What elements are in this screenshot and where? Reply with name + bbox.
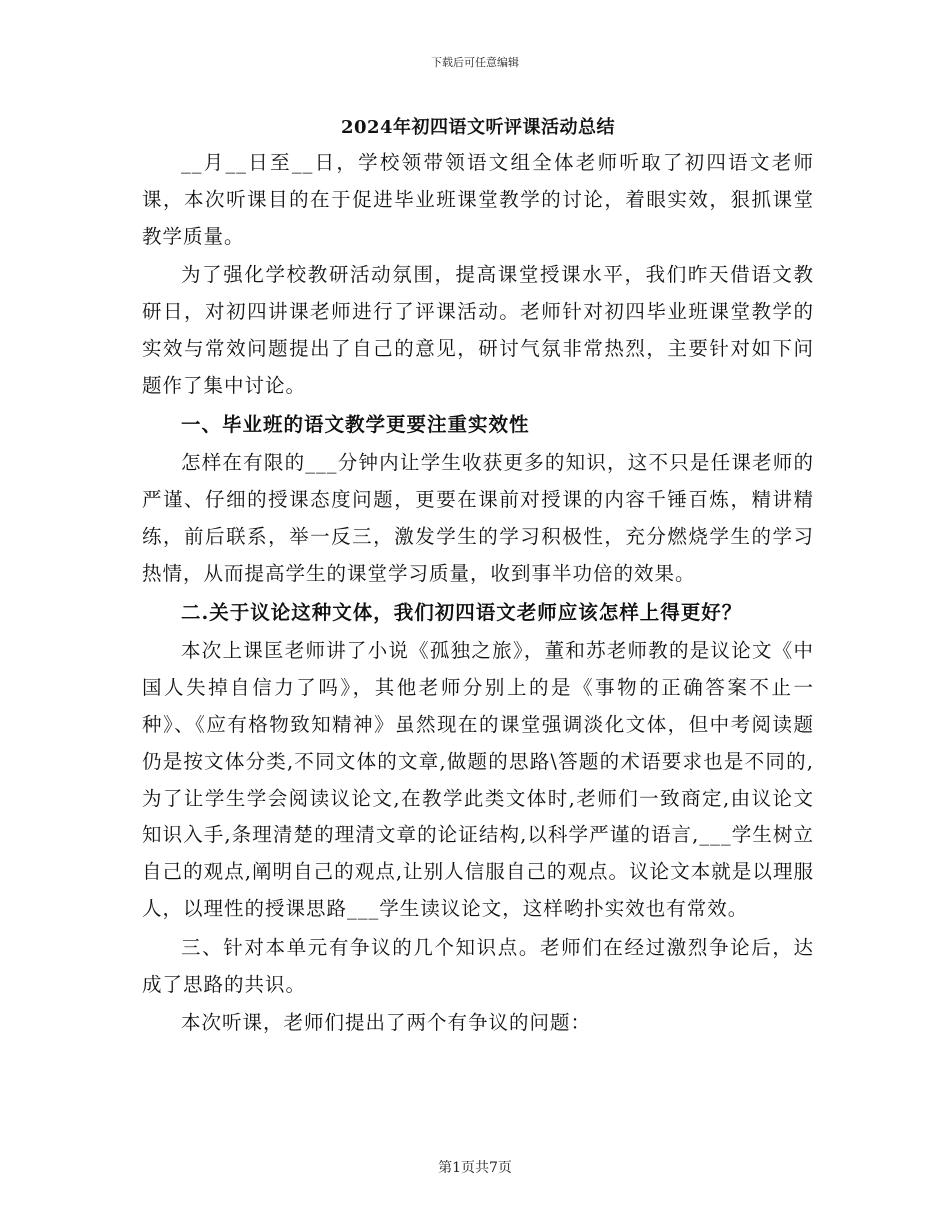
paragraph-section-1: 怎样在有限的___分钟内让学生收获更多的知识，这不只是任课老师的严谨、仔细的授课态度问题，更要在课前对授课的内容千锤百炼，精讲精练，前后联系，举一反三，激发学生的学习积极性，充分燃烧学生的学习热情，从而提高学生的课堂学习质量，收到事半功倍的效果。 xyxy=(142,451,814,585)
section-heading-2: 二.关于议论这种文体，我们初四语文老师应该怎样上得更好？ xyxy=(181,600,743,624)
paragraph-background: 为了强化学校教研活动氛围，提高课堂授课水平，我们昨天借语文教研日，对初四讲课老师进行了评课活动。老师针对初四毕业班课堂教学的实效与常效问题提出了自己的意见，研讨气氛非常热烈，主要针对如下问题作了集中讨论。 xyxy=(142,263,814,397)
section-heading-1: 一、毕业班的语文教学更要注重实效性 xyxy=(181,412,530,436)
document-title: 2024年初四语文听评课活动总结 xyxy=(340,117,616,138)
page-number: 第1页共7页 xyxy=(438,1160,512,1176)
document-body xyxy=(142,112,814,1044)
paragraph-section-3: 三、针对本单元有争议的几个知识点。老师们在经过激烈争论后，达成了思路的共识。 xyxy=(142,935,814,996)
page-header-note: 下载后可任意编辑 xyxy=(431,56,519,69)
paragraph-intro: __月__日至__日，学校领带领语文组全体老师听取了初四语文老师课，本次听课目的在于促进毕业班课堂教学的讨论，着眼实效，狠抓课堂教学质量。 xyxy=(142,151,814,248)
paragraph-questions-intro: 本次听课，老师们提出了两个有争议的问题： xyxy=(181,1011,592,1035)
paragraph-section-2: 本次上课匡老师讲了小说《孤独之旅》，董和苏老师教的是议论文《中国人失掉自信力了吗》，其他老师分别上的是《事物的正确答案不止一种》、《应有格物致知精神》虽然现在的课堂强调淡化文体，但中考阅读题仍是按文体分类,不同文体的文章,做题的思路\答题的术语要求也是不同的,为了让学生学会阅读议论文,在教学此类文体时,老师们一致商定,由议论文知识入手,条理清楚的理清文章的论证结构,以科学严谨的语言,___学生树立自己的观点,阐明自己的观点,让别人信服自己的观点。议论文本就是以理服人，以理性的授课思路___学生读议论文，这样哟扑实效也有常效。 xyxy=(142,639,814,920)
